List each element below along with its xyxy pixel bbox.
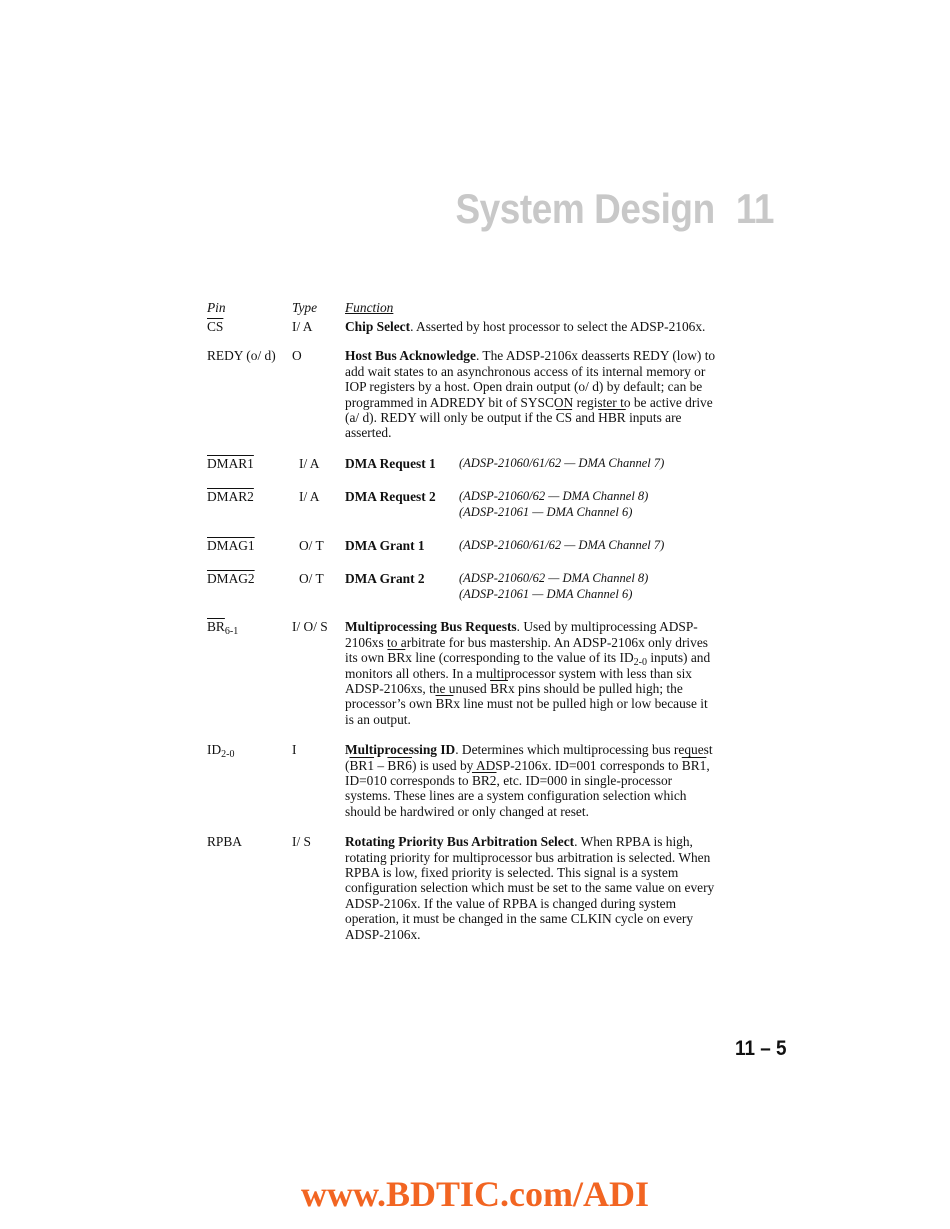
note-line: (ADSP-21061 — DMA Channel 6) [459,504,633,519]
type-br: I/ O/ S [292,619,328,635]
type-dmag2: O/ T [299,571,324,587]
function-title-redy: Host Bus Acknowledge [345,348,476,364]
type-dmag1: O/ T [299,538,324,554]
type-redy: O [292,348,302,364]
function-text-br-2: x line (corresponding to the value of its ID [405,650,634,666]
signal-brx: $\overline{BR}$ [490,680,508,696]
function-notes-dmag1 [459,538,664,553]
note-line: (ADSP-21061 — DMA Channel 6) [459,586,633,601]
function-text-rpba: . When RPBA is high, rotating priority for multiprocessor bus arbitration is selected. When RPBA is low, fixed priority is selected. This signal is a system configuration selection which must be set to the same value on every ADSP-2106x. If the value of RPBA is changed during system operation, it must be changed in the same CLKIN cycle on every ADSP-2106x. [345,834,715,942]
table-header [207,300,717,316]
function-title-rpba: Rotating Priority Bus Arbitration Select [345,834,575,850]
function-text-br-5: x line must not be pulled high or low because it is an output. [345,696,708,727]
pin-dmar1: DMAR1 [207,455,254,471]
signal-brx: $\overline{BR}$ [387,650,406,666]
function-cs [345,319,717,334]
signal-br6: BR6 [387,757,412,773]
function-id [345,742,717,819]
table-row-dmar2 [207,489,717,520]
function-text-br-1: . Used by multiprocessing ADSP-2106xs to arbitrate for bus mastership. An ADSP-2106x only drives its own [345,619,709,666]
signal-br1: BR1 [681,757,707,773]
table-row-rpba [207,834,717,942]
function-br [345,619,717,727]
function-title-dmar1: DMA Request 1 [345,455,436,471]
function-title-id: Multiprocessing ID [345,742,456,758]
function-redy [345,348,717,440]
pin-br-subscript: 6-1 [224,626,239,638]
note-line: (ADSP-21060/62 — DMA Channel 8) [459,489,649,504]
pin-function-table [207,300,717,942]
table-row-dmag1 [207,538,717,553]
function-notes-dmag2 [459,571,648,602]
function-dmar1 [345,456,717,471]
pin-rpba: RPBA [207,834,242,850]
table-row-br [207,619,717,727]
table-row-redy [207,348,717,440]
table-row-id [207,742,717,819]
pin-dmag2: DMAG2 [207,571,255,587]
signal-br1: BR1 [349,757,375,773]
function-text-id-4: , etc. ID=000 in single-processor systems. These lines are a system configuration selection which should be hardwired or only changed at reset. [345,772,687,819]
function-text-id-1: . Determines which multiprocessing bus request ( [345,742,713,773]
signal-hbr: $\overline{HBR}$ [598,410,626,426]
signal-br2: BR2 [471,772,497,788]
col-header-pin: Pin [207,300,226,315]
pin-br [207,619,239,638]
pin-id [207,742,235,761]
pin-id-name: ID [207,742,222,758]
function-title-dmag1: DMA Grant 1 [345,538,425,554]
function-text-cs: . Asserted by host processor to select the ADSP-2106x. [410,319,706,334]
function-dmar2 [345,489,717,520]
function-title-dmar2: DMA Request 2 [345,489,436,505]
type-rpba: I/ S [292,834,311,850]
col-header-function: Function [345,300,394,315]
signal-brx: $\overline{BR}$ [435,696,454,712]
pin-id-subscript: 2-0 [221,749,235,761]
note-line: (ADSP-21060/61/62 — DMA Channel 7) [459,538,665,553]
chapter-heading [455,185,774,233]
pin-dmar2: DMAR2 [207,489,254,505]
function-text-redy-1: . The ADSP-2106x deasserts REDY (low) to add wait states to an asynchronous access of its internal memory or IOP registers by a host. Open drain output (o/ d) by default; can be programmed in ADREDY bit of SYSCON register to be active drive (a/ d). REDY will only be output if the [345,348,716,426]
function-dmag1 [345,538,717,553]
function-rpba [345,834,717,942]
function-text-id-dash: – [374,757,388,773]
pin-dmag1: DMAG1 [207,538,255,554]
function-notes-dmar1 [459,456,664,471]
col-header-type: Type [292,300,318,315]
function-dmag2 [345,571,717,602]
function-text-br-3: inputs) and monitors all others. In a multiprocessor system with less than six ADSP-2106xs, the unused [345,650,711,696]
note-line: (ADSP-21060/62 — DMA Channel 8) [459,571,649,586]
type-dmar1: I/ A [299,455,320,471]
function-text-id-2: ) is used by ADSP-2106x. ID=001 corresponds to [411,757,682,773]
page-number: 11 – 5 [735,1037,787,1060]
pin-cs: $\overline{CS}$ [207,319,224,334]
type-cs: I/ A [292,319,313,334]
pin-br-name: $\overline{BR}$ [207,619,225,635]
pin-redy: REDY (o/ d) [207,348,276,364]
function-title-dmag2: DMA Grant 2 [345,571,425,587]
footer-url[interactable]: www.BDTIC.com/ADI [300,1174,649,1214]
id-subscript: 2-0 [633,657,647,669]
table-row-dmar1 [207,456,717,471]
signal-cs: $\overline{CS}$ [555,410,573,426]
function-title-cs: Chip Select [345,319,411,334]
function-text-redy-and: and [572,410,599,426]
note-line: (ADSP-21060/61/62 — DMA Channel 7) [459,455,665,470]
function-text-br-4: x pins should be pulled high; the processor’s own [345,680,683,712]
function-text-id-3: , ID=010 corresponds to [345,757,710,788]
type-id: I [292,742,297,758]
chapter-number: 11 [735,185,774,232]
chapter-title: System Design [455,185,715,232]
function-notes-dmar2 [459,489,648,520]
table-row-dmag2 [207,571,717,602]
function-text-redy-2: inputs are asserted. [345,410,682,441]
table-row-cs [207,319,717,334]
type-dmar2: I/ A [299,489,320,505]
function-title-br: Multiprocessing Bus Requests [345,619,517,635]
